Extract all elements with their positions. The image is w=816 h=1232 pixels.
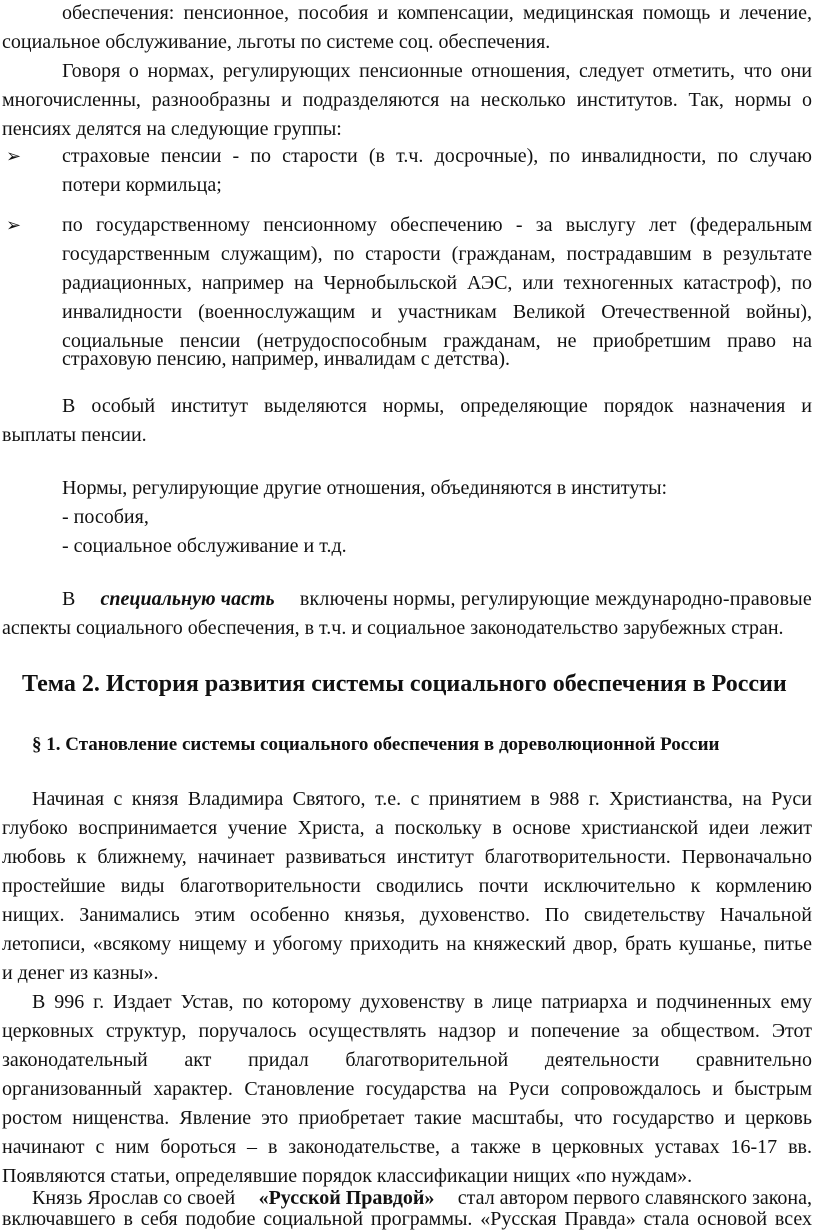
bold-text: «Русской Правдой»	[258, 1187, 435, 1209]
text-line: и денег из казны».	[2, 962, 159, 984]
text-fragment: включены нормы, регулирующие международно-правовые	[299, 588, 812, 610]
bullet-arrow-icon: ➢	[6, 215, 22, 235]
text-line: нищих. Занимались этим особенно князья, духовенство. По свидетельству Начальной	[2, 904, 812, 926]
text-line: Нормы, регулирующие другие отношения, объединяются в институты:	[62, 477, 668, 499]
subsection-heading: § 1. Становление системы социального обеспечения в дореволюционной России	[32, 734, 720, 755]
text-line: церковных структур, поручалось осуществлять надзор и попечение за обществом. Этот	[2, 1020, 812, 1042]
text-line: простейшие виды благотворительности сводились почти исключительно к кормлению	[2, 875, 812, 897]
text-line: - пособия,	[62, 506, 149, 528]
text-fragment: В	[62, 588, 76, 610]
text-line: потери кормильца;	[62, 174, 222, 196]
text-line	[62, 586, 812, 612]
text-line: В 996 г. Издает Устав, по которому духовенству в лице патриарха и подчиненных ему	[32, 991, 812, 1013]
text-fragment: Князь Ярослав со своей	[32, 1187, 236, 1209]
text-line: страховую пенсию, например, инвалидам с детства).	[62, 348, 511, 370]
text-line: радиационных, например на Чернобыльской АЭС, или техногенных катастроф), по	[62, 272, 812, 294]
text-line: глубоко воспринимается учение Христа, а поскольку в основе христианской идеи лежит	[2, 817, 812, 839]
text-line: организованный характер. Становление государства на Руси сопровождалось и быстрым	[2, 1078, 812, 1100]
text-line: начинают с ним бороться – в законодательстве, а также в церковных уставах 16-17 вв.	[2, 1136, 812, 1158]
text-line: ростом нищенства. Явление это приобретает такие масштабы, что государство и церковь	[2, 1107, 812, 1129]
text-line: - социальное обслуживание и т.д.	[62, 535, 347, 557]
text-fragment: стал автором первого славянского закона,	[457, 1187, 812, 1209]
text-line: по государственному пенсионному обеспечению - за выслугу лет (федеральным	[62, 214, 812, 236]
text-line: любовь к ближнему, начинает развиваться институт благотворительности. Первоначально	[2, 846, 812, 868]
bullet-arrow-icon: ➢	[6, 146, 22, 166]
text-line: выплаты пенсии.	[2, 424, 147, 446]
text-line: государственным служащим), по старости (гражданам, пострадавшим в результате	[62, 243, 812, 265]
text-line: обеспечения: пенсионное, пособия и компенсации, медицинская помощь и лечение,	[62, 2, 812, 24]
emphasis-text: специальную часть	[100, 588, 275, 610]
text-line: пенсиях делятся на следующие группы:	[2, 118, 342, 140]
text-line: летописи, «всякому нищему и убогому приходить на княжеский двор, брать кушанье, питье	[2, 933, 812, 955]
text-line: многочисленны, разнообразны и подразделяются на несколько институтов. Так, нормы о	[2, 89, 812, 111]
text-line: социальные пенсии (нетрудоспособным гражданам, не приобретшим право на	[62, 330, 812, 352]
text-line: аспекты социального обеспечения, в т.ч. и социальное законодательство зарубежных стран.	[2, 617, 784, 639]
text-line: инвалидности (военнослужащим и участникам Великой Отечественной войны),	[62, 301, 812, 323]
section-heading: Тема 2. История развития системы социального обеспечения в России	[22, 671, 787, 697]
text-line: В особый институт выделяются нормы, определяющие порядок назначения и	[62, 395, 812, 417]
text-line: страховые пенсии - по старости (в т.ч. досрочные), по инвалидности, по случаю	[62, 145, 812, 167]
text-line: включавшего в себя подобие социальной программы. «Русская Правда» стала основой всех	[2, 1208, 812, 1230]
text-line: законодательный акт придал благотворительной деятельности сравнительно	[2, 1049, 812, 1071]
text-line: Говоря о нормах, регулирующих пенсионные отношения, следует отметить, что они	[62, 60, 812, 82]
text-line: Появляются статьи, определявшие порядок классификации нищих «по нуждам».	[2, 1165, 693, 1187]
text-line: Начиная с князя Владимира Святого, т.е. с принятием в 988 г. Христианства, на Руси	[32, 788, 812, 810]
text-line: социальное обслуживание, льготы по системе соц. обеспечения.	[2, 31, 551, 53]
